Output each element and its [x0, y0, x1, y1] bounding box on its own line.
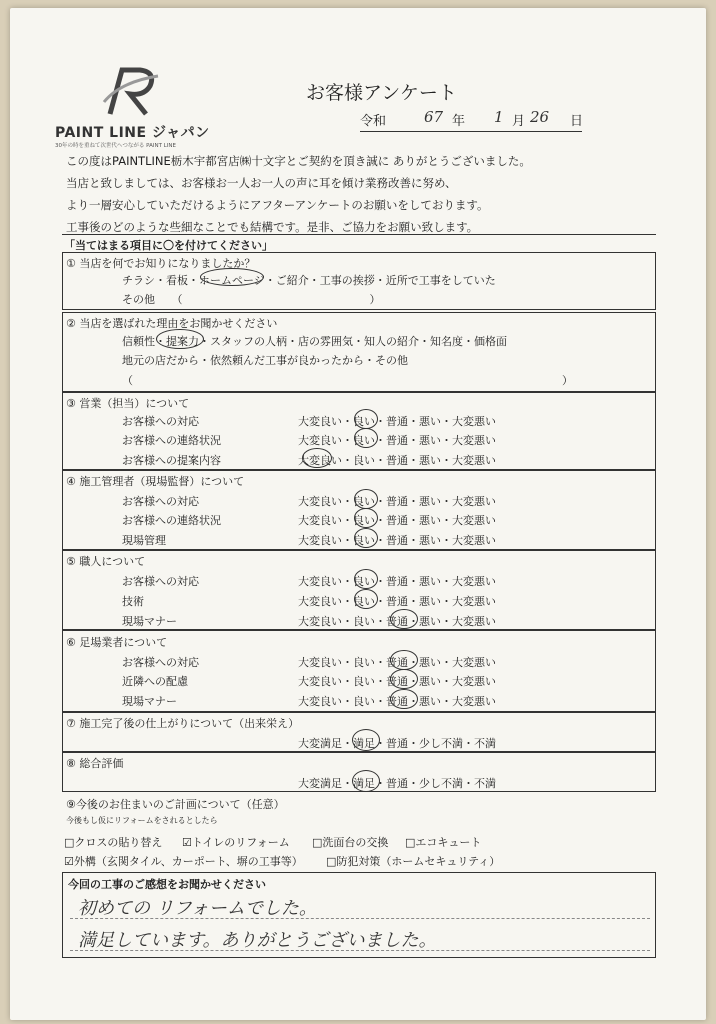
answer-circle [354, 409, 378, 429]
question-6-title: ⑥ 足場業者について [66, 636, 168, 649]
intro-line-4: 工事後のどのような些細なことでも結構です。是非、ご協力をお願い致します。 [66, 220, 479, 234]
rating-scale: 大変良い・良い・普通・悪い・大変悪い [298, 454, 496, 467]
plan-option: □防犯対策（ホームセキュリティ） [326, 855, 501, 868]
month-value: 1 [494, 108, 504, 126]
comment-line-1: 初めての リフォームでした。 [78, 898, 317, 919]
intro-line-2: 当店と致しましては、お客様お一人お一人の声に耳を傾け業務改善に努め、 [66, 176, 457, 190]
day-label: 日 [570, 114, 584, 129]
day-value: 26 [530, 108, 550, 126]
rating-scale: 大変良い・良い・普通・悪い・大変悪い [298, 495, 496, 508]
question-9-sub: 今後もし仮にリフォームをされるとしたら [66, 816, 218, 825]
rating-scale: 大変良い・良い・普通・悪い・大変悪い [298, 675, 496, 688]
year-label: 年 [452, 114, 466, 129]
answer-circle [352, 770, 380, 792]
rating-scale: 大変良い・良い・普通・悪い・大変悪い [298, 575, 496, 588]
answer-circle [302, 448, 332, 468]
comments-title: 今回の工事のご感想をお聞かせください [68, 878, 266, 891]
question-6-item-1: お客様への対応 [122, 656, 199, 669]
answer-circle [390, 650, 418, 670]
question-3-item-3: お客様への提案内容 [122, 454, 221, 467]
month-label: 月 [512, 114, 526, 129]
question-1-options: チラシ・看板・ホームページ・ご紹介・工事の挨拶・近所で工事をしていた [122, 274, 496, 287]
year-value: 67 [424, 108, 444, 126]
question-5-item-2: 技術 [122, 595, 144, 608]
paintline-logo [55, 62, 215, 152]
intro-line-3: より一層安心していただけるようにアフターアンケートのお願いをしております。 [66, 198, 489, 212]
question-2-paren: （ ） [122, 374, 573, 387]
instruction: 「当てはまる項目に〇を付けてください」 [64, 239, 273, 252]
rating-scale: 大変良い・良い・普通・悪い・大変悪い [298, 615, 496, 628]
answer-circle [354, 508, 378, 528]
question-4-title: ④ 施工管理者（現場監督）について [66, 475, 245, 488]
rating-scale: 大変良い・良い・普通・悪い・大変悪い [298, 514, 496, 527]
answer-circle [354, 489, 378, 509]
answer-circle [390, 669, 418, 689]
answer-circle [352, 729, 380, 751]
plan-option-checked: ☑外構（玄関タイル、カーポート、塀の工事等） [64, 855, 303, 868]
question-4-item-2: お客様への連絡状況 [122, 514, 221, 527]
plan-option: □エコキュート [405, 836, 482, 849]
answer-circle [354, 428, 378, 448]
rating-scale: 大変良い・良い・普通・悪い・大変悪い [298, 595, 496, 608]
answer-circle [354, 589, 378, 609]
plan-option: □クロスの貼り替え [64, 836, 163, 849]
question-5-item-1: お客様への対応 [122, 575, 199, 588]
question-2-options-1: 信頼性・提案力・スタッフの人柄・店の雰囲気・知人の紹介・知名度・価格面 [122, 335, 507, 348]
era-label: 令和 [360, 114, 387, 129]
page-title: お客様アンケート [306, 82, 457, 104]
question-6-item-3: 現場マナー [122, 695, 177, 708]
rating-scale: 大変良い・良い・普通・悪い・大変悪い [298, 415, 496, 428]
question-4-item-3: 現場管理 [122, 534, 166, 547]
plan-option-checked: ☑トイレのリフォーム [182, 836, 290, 849]
answer-circle [354, 569, 378, 589]
question-8-title: ⑧ 総合評価 [66, 757, 124, 770]
question-6-item-2: 近隣への配慮 [122, 675, 188, 688]
rating-scale: 大変良い・良い・普通・悪い・大変悪い [298, 656, 496, 669]
comment-line-2: 満足しています。ありがとうございました。 [78, 930, 437, 951]
question-2-options-2: 地元の店だから・依然頼んだ工事が良かったから・その他 [122, 354, 408, 367]
question-3-item-1: お客様への対応 [122, 415, 199, 428]
satisfaction-scale: 大変満足・満足・普通・少し不満・不満 [298, 777, 496, 790]
answer-circle [354, 528, 378, 548]
answer-circle [156, 329, 204, 349]
answer-circle [390, 689, 418, 709]
logo-brand-text: PAINT LINE ジャパン [55, 125, 210, 141]
question-3-item-2: お客様への連絡状況 [122, 434, 221, 447]
question-1-other: その他 （ ） [122, 293, 381, 306]
satisfaction-scale: 大変満足・満足・普通・少し不満・不満 [298, 737, 496, 750]
plan-option: □洗面台の交換 [312, 836, 389, 849]
answer-circle [200, 268, 264, 286]
rating-scale: 大変良い・良い・普通・悪い・大変悪い [298, 695, 496, 708]
intro-line-1: この度はPAINTLINE栃木宇都宮店㈱十文字とご契約を頂き誠に ありがとうございました。 [66, 154, 531, 168]
question-9-title: ⑨今後のお住まいのご計画について（任意） [66, 798, 285, 811]
question-5-item-3: 現場マナー [122, 615, 177, 628]
question-7-title: ⑦ 施工完了後の仕上がりについて（出来栄え） [66, 717, 300, 730]
question-3-title: ③ 営業（担当）について [66, 397, 190, 410]
question-2-title: ② 当店を選ばれた理由をお聞かせください [66, 317, 278, 330]
question-5-title: ⑤ 職人について [66, 555, 146, 568]
rating-scale: 大変良い・良い・普通・悪い・大変悪い [298, 434, 496, 447]
answer-circle [390, 609, 418, 629]
date-field [360, 108, 582, 132]
logo-mark-icon [100, 62, 162, 120]
question-1-title: ① 当店を何でお知りになりましたか？ [66, 257, 256, 270]
question-4-item-1: お客様への対応 [122, 495, 199, 508]
rating-scale: 大変良い・良い・普通・悪い・大変悪い [298, 534, 496, 547]
logo-tagline: 30年の時を重ねて次世代へつながる PAINT LINE [55, 143, 176, 149]
